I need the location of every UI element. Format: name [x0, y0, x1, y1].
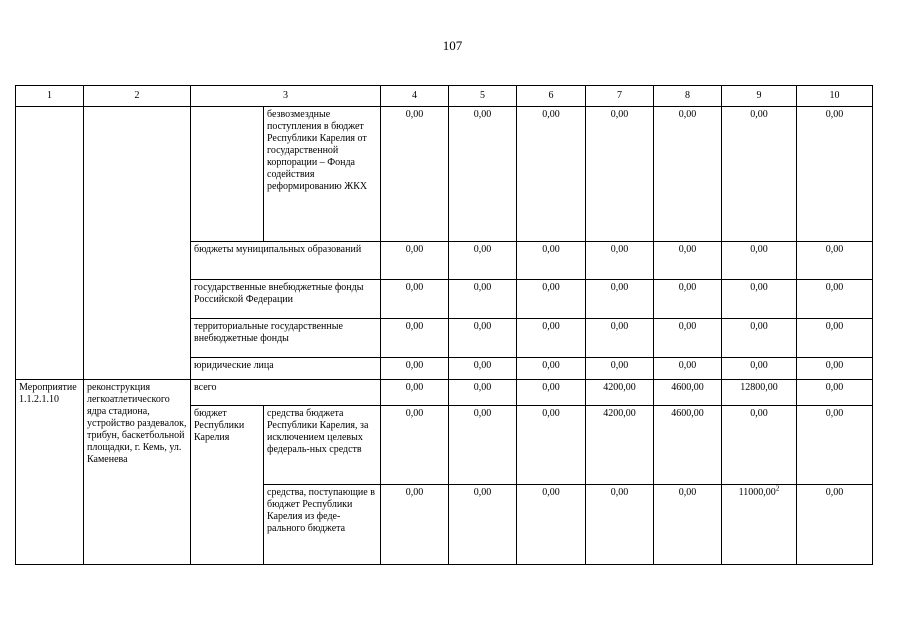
budget-table — [15, 85, 873, 565]
table-row — [16, 107, 873, 242]
value-cell: 0,00 — [381, 319, 449, 358]
value-cell: 0,00 — [654, 280, 722, 319]
value-cell: 0,00 — [722, 280, 797, 319]
value-cell: 0,00 — [654, 319, 722, 358]
value-cell: 0,00 — [586, 280, 654, 319]
table-row — [16, 380, 873, 406]
header-cell: 10 — [797, 86, 873, 107]
source-cell: безвозмездные поступления в бюджет Республики Карелия от государственной корпорации – Фонда содействия реформированию ЖКХ — [264, 107, 381, 242]
value-cell: 0,00 — [654, 358, 722, 380]
value-cell: 0,00 — [517, 242, 586, 280]
source-cell: всего — [191, 380, 381, 406]
value-cell: 0,00 — [797, 406, 873, 485]
header-cell: 2 — [84, 86, 191, 107]
source-cell: государственные внебюджетные фонды Российской Федерации — [191, 280, 381, 319]
value-cell: 0,00 — [797, 319, 873, 358]
value-cell: 4200,00 — [586, 380, 654, 406]
header-cell: 5 — [449, 86, 517, 107]
header-cell: 6 — [517, 86, 586, 107]
value-cell: 0,00 — [797, 358, 873, 380]
value-cell: 0,00 — [381, 406, 449, 485]
value-cell — [722, 485, 797, 565]
value-cell: 0,00 — [586, 485, 654, 565]
value-cell: 0,00 — [797, 485, 873, 565]
value-cell: 0,00 — [517, 319, 586, 358]
value-cell: 0,00 — [586, 319, 654, 358]
value-cell: 0,00 — [586, 242, 654, 280]
source-cell: юридические лица — [191, 358, 381, 380]
value-cell: 0,00 — [722, 242, 797, 280]
event-name-cell: реконструкция легкоатлетического ядра стадиона, устройство раздевалок, трибун, баскетбольной площадки, г. Кемь, ул. Каменева — [84, 380, 191, 565]
empty-cell — [191, 107, 264, 242]
value-cell: 0,00 — [517, 485, 586, 565]
value-text: 11000,00 — [738, 487, 776, 498]
value-cell: 0,00 — [654, 242, 722, 280]
empty-cell — [16, 107, 84, 380]
value-cell: 0,00 — [654, 485, 722, 565]
value-cell: 0,00 — [449, 358, 517, 380]
source-cell: бюджеты муниципальных образований — [191, 242, 381, 280]
value-cell: 0,00 — [381, 380, 449, 406]
value-cell: 0,00 — [797, 107, 873, 242]
value-cell: 0,00 — [517, 406, 586, 485]
value-cell: 4200,00 — [586, 406, 654, 485]
value-cell: 0,00 — [797, 280, 873, 319]
value-cell: 0,00 — [654, 107, 722, 242]
source-cell: средства бюджета Республики Карелия, за исключением целевых федераль-ных средств — [264, 406, 381, 485]
value-cell: 4600,00 — [654, 380, 722, 406]
value-cell: 12800,00 — [722, 380, 797, 406]
source-cell: средства, поступающие в бюджет Республики Карелия из феде-рального бюджета — [264, 485, 381, 565]
value-cell: 0,00 — [722, 319, 797, 358]
value-cell: 0,00 — [797, 242, 873, 280]
value-cell: 0,00 — [722, 358, 797, 380]
value-cell: 0,00 — [449, 406, 517, 485]
value-cell: 0,00 — [517, 358, 586, 380]
value-cell: 0,00 — [381, 485, 449, 565]
header-cell: 3 — [191, 86, 381, 107]
value-cell: 0,00 — [517, 107, 586, 242]
value-cell: 0,00 — [722, 107, 797, 242]
header-row — [16, 86, 873, 107]
header-cell: 1 — [16, 86, 84, 107]
header-cell: 4 — [381, 86, 449, 107]
value-cell: 0,00 — [517, 280, 586, 319]
header-cell: 7 — [586, 86, 654, 107]
value-cell: 0,00 — [449, 485, 517, 565]
header-cell: 8 — [654, 86, 722, 107]
value-cell: 0,00 — [449, 107, 517, 242]
value-cell: 0,00 — [381, 242, 449, 280]
value-cell: 0,00 — [797, 380, 873, 406]
footnote-mark: 2 — [775, 484, 780, 493]
value-cell: 0,00 — [449, 380, 517, 406]
value-cell: 0,00 — [381, 280, 449, 319]
value-cell: 0,00 — [381, 107, 449, 242]
value-cell: 0,00 — [381, 358, 449, 380]
value-cell: 0,00 — [722, 406, 797, 485]
page-number: 107 — [442, 38, 463, 53]
header-cell: 9 — [722, 86, 797, 107]
source-cell: территориальные государственные внебюджетные фонды — [191, 319, 381, 358]
value-cell: 0,00 — [449, 319, 517, 358]
value-cell: 0,00 — [517, 380, 586, 406]
event-code-cell: Мероприятие 1.1.2.1.10 — [16, 380, 84, 565]
value-cell: 0,00 — [449, 242, 517, 280]
value-cell: 0,00 — [586, 358, 654, 380]
value-cell: 0,00 — [449, 280, 517, 319]
value-cell: 4600,00 — [654, 406, 722, 485]
value-cell: 0,00 — [586, 107, 654, 242]
budget-label-cell: бюджет Республики Карелия — [191, 406, 264, 565]
empty-cell — [84, 107, 191, 380]
